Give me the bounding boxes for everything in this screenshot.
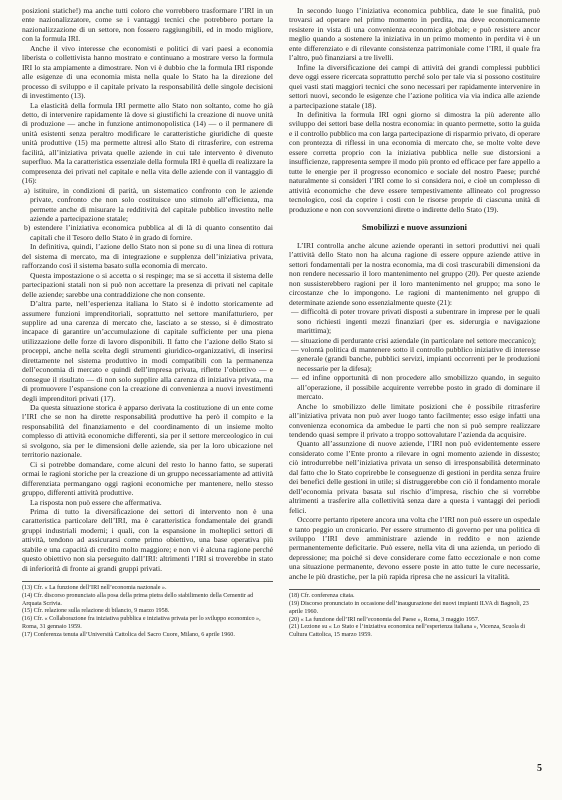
right-column-body-top: [289, 6, 540, 214]
paragraph: In definitiva, quindi, l’azione dello Stato non si pone su di una linea di rottura del sistema di mercato, ma di integrazione e supplenza dell’iniziativa privata, rafforzando così il sistema basato sulla economia di mercato.: [22, 242, 273, 271]
right-column-body-bottom: [289, 241, 540, 581]
paragraph: La elasticità della formula IRI permette allo Stato non soltanto, come ho già detto, di intervenire rapidamente là dove si giustifichi la creazione di nuove unità di produzione — anche in funzione antimonopolistica (14) — o il permanere di unità esistenti senza peraltro modificare le caratteristiche giuridiche di queste unità produttive (15) ma permette altresì allo Stato di ritrasferire, con estrema facilità, all’iniziativa privata quelle aziende in cui tale intervento è divenuto superfluo. Ma la caratteristica essenziale della formula IRI è quella di realizzare la compresenza dei privati nel capitale e nella vita delle aziende con il vantaggio di (16):: [22, 100, 273, 186]
paragraph: a) istituire, in condizioni di parità, un sistematico confronto con le aziende private, confronto che non solo costituisce uno stimolo all’efficienza, ma permette anche di misurare la redditività del capitale pubblico investito nelle aziende a partecipazione statale;: [24, 185, 273, 223]
paragraph: In definitiva la formula IRI ogni giorno si dimostra la più aderente allo sviluppo dei settori base della nostra economia: in quanto permette, sotto la guida e il controllo pubblico ma con larga partecipazione di risparmio privato, di operare con prontezza di riflessi in una economia di mercato che, se molte volte deve essere corretta proprio con la iniziativa pubblica nelle sue distorsioni a insufficienze, rappresenta sempre il modo più pronto ed efficace per fare appello a tutte le energie per il progresso economico e sociale del nostro Paese; purché naturalmente si consideri l’IRI come lo si considera noi, e cioè un complesso di attività economiche che deve essere tempestivamente allineato col progresso tecnologico, così da coprire i costi con le risorse proprie di ciascuna unità di produzione e non con sovvenzioni dirette o indirette dello Stato (19).: [289, 109, 540, 214]
footnote: (20) « La funzione dell’IRI nell’economia del Paese », Roma, 3 maggio 1957.: [289, 616, 480, 623]
left-column-body: [22, 6, 273, 573]
paragraph: posizioni statiche!) ma anche tutti coloro che vorrebbero trasformare l’IRI in un ente nazionalizzatore, come se i vantaggi tecnici che potrebbero portare la nazionalizzazione di un settore, non fossero raggiungibili, ed in modo migliore, con la formula IRI.: [22, 6, 273, 44]
paragraph: D’altra parte, nell’esperienza italiana lo Stato si è indotto storicamente ad assumere funzioni imprenditoriali, soprattutto nel settore manifatturiero, per supplire ad una carenza di mercato che, lasciato a se stesso, si è dimostrato incapace di garantire un’accumulazione di capitale sufficiente per una piena utilizzazione delle forze di lavoro disponibili. Il fatto che l’azione dello Stato si proceppi, anche nella scelta degli strumenti giuridico-organizzativi, di inserirsi direttamente nel sistema produttivo in modi compatibili con la permanenza dell’economia di mercato e quindi dell’impresa privata, riflette l’obiettivo — e consegue il risultato — di non solo supplire alla carenza di iniziativa privata, ma di promuovere l’espansione con la creazione di convenienza a nuovi investimenti degli imprenditori privati (17).: [22, 299, 273, 403]
paragraph: — ed infine opportunità di non procedere allo smobilizzo quando, in seguito all’operazione, il possibile acquirente verrebbe posto in grado di dominare il mercato.: [291, 373, 540, 402]
paragraph: — volontà politica di mantenere sotto il controllo pubblico iniziative di interesse generale (grandi banche, pubblici servizi, impianti occorrenti per le produzioni necessarie per la difesa);: [291, 344, 540, 373]
footnote: (15) Cfr. relazione sulla relazione di bilancio, 9 marzo 1958.: [22, 608, 170, 615]
paragraph: La risposta non può essere che affermativa.: [30, 497, 162, 507]
paragraph: — situazione di perdurante crisi aziendale (in particolare nel settore meccanico);: [291, 335, 536, 345]
left-footnotes: [22, 581, 273, 639]
paragraph: Da questa situazione storica è apparso derivata la costituzione di un ente come l’IRI che se non ha dirette responsabilità produttive ha però il compito e la responsabilità del finanziamento e del coordinamento di un insieme molto complesso di attività economiche differenti, sia per il settore merceologico in cui si svolgono, sia per le dimensioni delle aziende, sia per la loro ubicazione nel territorio nazionale.: [22, 403, 273, 460]
footnote: (21) Lezione su « Lo Stato e l’iniziativa economica nell’esperienza italiana », Vicenza, Scuola di Cultura Cattolica, 15 marzo 1959.: [289, 624, 526, 638]
page-number: 5: [537, 763, 542, 774]
section-heading: Smobilizzi e nuove assunzioni: [362, 222, 467, 232]
paragraph: Infine la diversificazione dei campi di attività dei grandi complessi pubblici deve oggi essere ricercata soprattutto perché solo per tale via si possono costituire quei vasti stati maggiori tecnici che sono necessari per rapidamente intervenire in settori nuovi, secondo le esigenze che l’azione politica via via indica alle aziende a partecipazione statale (18).: [289, 62, 540, 110]
footnote: (17) Conferenza tenuta all’Università Cattolica del Sacro Cuore, Milano, 6 aprile 1960.: [22, 631, 235, 638]
footnote: (14) Cfr. discorso pronunciato alla posa della prima pietra dello stabilimento della Cementir ad Arquata Scrivia.: [22, 593, 254, 607]
paragraph: Anche lo smobilizzo delle limitate posizioni che è possibile ritrasferire all’iniziativa privata non può aver luogo tanto facilmente; esso esige infatti una convenienza economica da ambedue le parti che non si può sempre realizzare tendendo quasi sempre il privato a troppo sottovalutare l’azienda da acquisire.: [289, 401, 540, 440]
paragraph: b) estendere l’iniziativa economica pubblica al di là di quanto consentito dai capitali che il Tesoro dello Stato è in grado di fornire.: [24, 223, 273, 242]
footnote: (13) Cfr. « La funzione dell’IRI nell’economia nazionale ».: [22, 585, 167, 592]
footnote: (18) Cfr. conferenza citata.: [289, 593, 355, 600]
left-column: [22, 6, 273, 800]
right-footnotes: [289, 589, 540, 639]
paragraph: Prima di tutto la diversificazione dei settori di intervento non è una caratteristica particolare dell’IRI, ma è caratteristica fondamentale dei grandi gruppi industriali moderni; i quali, con la espansione in molteplici settori di attività, tendono ad assicurarsi come primo obiettivo, una base operativa più stabile e una capacità di credito molto maggiore; e non vi è alcuna ragione perché questo obiettivo non sia perseguito dall’IRI: altrimenti l’IRI si troverebbe in stato di inferiorità di fronte ai grandi gruppi privati.: [22, 507, 273, 573]
paragraph: Anche il vivo interesse che economisti e politici di vari paesi a economia liberista o collettivista hanno mostrato e continuano a mostrare verso la formula IRI lo sta ampiamente a dimostrare. Non vi è dubbio che la formula IRI risponde alle esigenze di una economia mista nella quale lo Stato ha la direzione del processo di sviluppo e il capitale privato la responsabilità delle singole decisioni di investimento (13).: [22, 43, 273, 101]
paragraph: Quanto all’assunzione di nuove aziende, l’IRI non può evidentemente essere considerato come l’Ente pronto a rilevare in ogni momento aziende in dissesto; ciò introdurrebbe nell’iniziativa privata un senso di irresponsabilità determinato dal fatto che lo Stato coprirebbe le conseguenze di gestioni in perdita senza fruire dei benefici delle gestioni in utile; si distruggerebbe con ciò il fondamento morale dell’economia privata basata sul rischio d’impresa, rischio che si vorrebbe altrimenti a trasferire alla collettività senza dare a questa i vantaggi dei periodi felici.: [289, 439, 540, 515]
paragraph: Ci si potrebbe domandare, come alcuni del resto lo hanno fatto, se superati ormai le ragioni storiche per la creazione di un gruppo necessariamente ad attività differenziata permangano oggi ragioni economiche per mantenere, nello stesso gruppo, differenti attività produttive.: [22, 459, 273, 498]
footnote: (16) Cfr. « Collaborazione fra iniziativa pubblica e iniziativa privata per lo sviluppo economico », Roma, 31 gennaio 1959.: [22, 616, 261, 630]
paragraph: — difficoltà di poter trovare privati disposti a subentrare in imprese per le quali sono richiesti ingenti mezzi finanziari (per es. siderurgia e navigazione marittima);: [291, 307, 540, 336]
paragraph: In secondo luogo l’iniziativa economica pubblica, date le sue finalità, può trovarsi ad operare nel primo momento in perdita, ma deve economicamente resistere in vista di una convenienza economica globale; e può resistere ancor meglio quando a sostenere la iniziativa in un primo momento in perdita vi è un ente differenziato e di rilevante consistenza patrimoniale come l’IRI, il quale fra l’altro, può finanziarsi a tre livelli.: [289, 6, 540, 63]
paragraph: Occorre pertanto ripetere ancora una volta che l’IRI non può essere un ospedale e tanto peggio un cronicario. Per essere strumento di governo per una politica di sviluppo l’IRI deve amministrare aziende in reddito e non aziende permanentemente deficitarie. Può essere, nella vita di una azienda, un periodo di depressione; ma poiché si deve considerare come fatto eccezionale e non come una situazione permanente, devono essere poste in atto tutte le cure necessarie, anche le più drastiche, per la più rapida ripresa che ne assicuri la vitalità.: [289, 515, 540, 581]
footnote: (19) Discorso pronunciato in occasione dell’inaugurazione dei nuovi impianti ILVA di Bagnoli, 23 aprile 1960.: [289, 601, 529, 615]
right-column: [289, 6, 540, 800]
paragraph: L’IRI controlla anche alcune aziende operanti in settori produttivi nei quali l’attività dello Stato non ha alcuna ragione di essere oppure aziende attive in settori fondamentali per la nostra economia, ma di così trascurabili dimensioni da non rendere necessario il loro mantenimento nel gruppo (20). Per queste aziende non sussisterebbero ragioni per il loro mantenimento nel gruppo; ma sono le circostanze che lo impongono. Le ragioni di mantenimento nel gruppo di determinate aziende sono essenzialmente queste (21):: [289, 240, 540, 307]
paragraph: Questa impostazione o si accetta o si respinge; ma se si accetta il sistema delle partecipazioni statali non si può non accettare la presenza di privati nel capitale delle aziende; sarebbe una contraddizione che non consente.: [22, 270, 273, 299]
